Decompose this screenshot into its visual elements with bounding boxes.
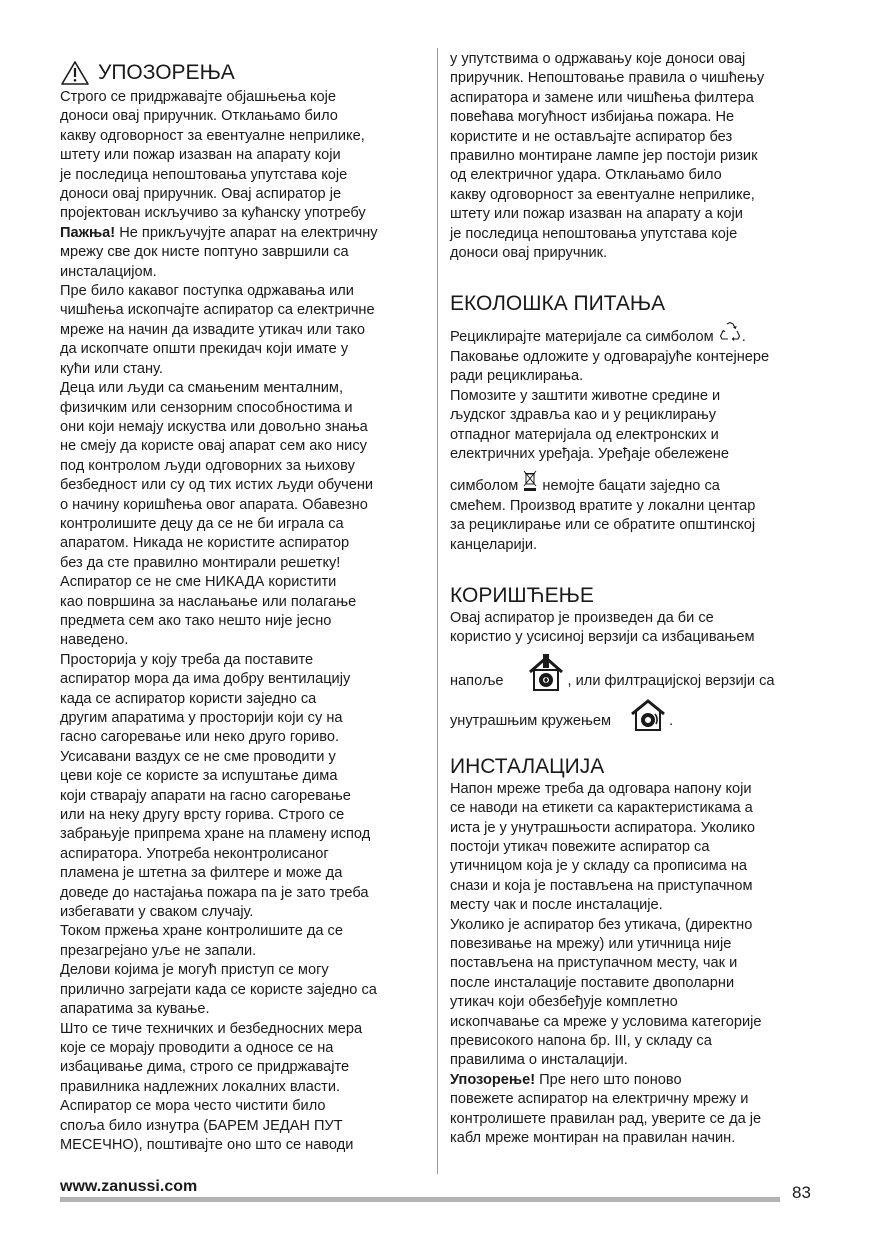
eco-heading: ЕКОЛОШКА ПИТАЊА	[450, 292, 666, 316]
text-line: наведено.	[60, 632, 129, 649]
attention-line	[60, 224, 426, 243]
text-line: ради рециклирања.	[450, 368, 584, 385]
eco-symbol-pre: симболом	[450, 478, 523, 495]
text-line: доноси овај приручник. Отклањамо било	[60, 108, 338, 125]
use-exhaust-line	[450, 652, 820, 692]
text-line: без да сте правилно монтирали решетку!	[60, 554, 341, 571]
eco-bin-line	[450, 470, 820, 496]
text-line: смећем. Производ вратите у локални центар	[450, 497, 756, 514]
eco-recycle-text: Рециклирајте материјале са симболом	[450, 329, 718, 346]
eco-symbol-post: немојте бацати заједно са	[538, 478, 720, 495]
right-column	[450, 50, 820, 1148]
column-divider	[437, 48, 438, 1174]
install-section	[450, 754, 820, 1149]
text-line: аспиратора. Употреба неконтролисаног	[60, 845, 329, 862]
text-line: доноси овај приручник.	[450, 245, 608, 262]
use-recirculation-line	[450, 698, 820, 732]
text-line: инсталацијом.	[60, 263, 157, 280]
text-line: Током пржења хране контролишите да се	[60, 923, 343, 940]
text-line: избацивање дима, строго се придржавајте	[60, 1059, 350, 1076]
text-line: које се морају проводити а односе се на	[60, 1039, 334, 1056]
text-line: Уколико је аспиратор без утикача, (директно	[450, 916, 753, 933]
use-text	[450, 609, 820, 732]
text-line: какву одговорност за евентуалне неприлике,	[60, 127, 365, 144]
text-line: Пре било какавог поступка одржавања или	[60, 283, 354, 300]
attention-text: Не прикључујте апарат на електричну	[115, 224, 378, 241]
text-line: презагрејано уље не запали.	[60, 942, 257, 959]
text-line: се наводи на етикети са карактеристикама а	[450, 800, 753, 817]
use-in-pre: унутрашњим кружењем	[450, 713, 612, 730]
text-line: не смеју да користе овај апарат сем ако нису	[60, 438, 367, 455]
crossed-bin-icon	[522, 470, 538, 492]
text-line: Паковање одложите у одговарајуће контејнере	[450, 348, 770, 365]
warning-continued-text	[450, 50, 820, 263]
text-line: физичким или сензорним способностима и	[60, 399, 353, 416]
install-heading: ИНСТАЛАЦИЈА	[450, 754, 605, 778]
install-warning-label: Упозорење!	[450, 1071, 536, 1088]
text-line: после инсталације поставите двополарни	[450, 974, 735, 991]
use-heading: КОРИШЋЕЊЕ	[450, 583, 594, 607]
warning-triangle-icon	[60, 60, 90, 86]
text-line: МЕСЕЧНО), поштивајте оно што се наводи	[60, 1136, 354, 1153]
recirculation-mode-icon	[629, 698, 667, 732]
text-line: користите и не остављајте аспиратор без	[450, 128, 733, 145]
text-line: кући или стану.	[60, 360, 163, 377]
text-line: контролишете правилан рад, уверите се да је	[450, 1110, 762, 1127]
text-line: пламена је штетна за филтере и може да	[60, 865, 343, 882]
text-line: мреже на начин да извадите утикач или тако	[60, 321, 366, 338]
page-number: 83	[792, 1183, 811, 1202]
text-line: споља било изнутра (БАРЕМ ЈЕДАН ПУТ	[60, 1117, 343, 1134]
text-line: превисокого напона бр. III, у складу са	[450, 1033, 712, 1050]
text-line: Просторија у коју треба да поставите	[60, 651, 314, 668]
text-line: Усисавани ваздух се не сме проводити у	[60, 748, 336, 765]
use-section	[450, 583, 820, 732]
text-line: кабл мреже монтиран на правилан начин.	[450, 1130, 736, 1147]
text-line: људског здравља као и у рециклирању	[450, 407, 717, 424]
text-line: под контролом људи одговорних за њихову	[60, 457, 355, 474]
text-line: контролишите децу да се не би играла са	[60, 515, 344, 532]
text-line: је последица непоштовања упутстава које	[60, 166, 348, 183]
text-line: они који немају искуства или довољно знања	[60, 418, 368, 435]
text-line: Деца или људи са смањеним менталним,	[60, 380, 344, 397]
warning-text	[60, 88, 426, 1155]
use-out-pre: напоље	[450, 673, 504, 690]
text-line: да ископчате општи прекидач који имате у	[60, 341, 349, 358]
text-line: је последица непоштовања упутстава које	[450, 225, 738, 242]
recycle-icon	[718, 321, 742, 343]
text-line: ископчавање са мреже у условима категорије	[450, 1013, 762, 1030]
text-line: када се аспиратор користи заједно са	[60, 690, 317, 707]
text-line: снази и која је постављена на приступачном	[450, 877, 753, 894]
exhaust-mode-icon	[526, 652, 566, 692]
footer-url[interactable]: www.zanussi.com	[60, 1178, 198, 1195]
text-line: избегавати у сваком случају.	[60, 904, 254, 921]
eco-text	[450, 321, 820, 554]
text-line: предмета сем ако тако нешто није јесно	[60, 612, 332, 629]
warning-title: УПОЗОРЕЊА	[98, 61, 235, 84]
text-line: штету или пожар изазван на апарату који	[60, 147, 341, 164]
text-line: правилника надлежних локалних власти.	[60, 1078, 341, 1095]
text-line: Што се тиче техничких и безбедносних мера	[60, 1020, 363, 1037]
text-line: апаратом. Никада не користите аспиратор	[60, 535, 350, 552]
text-line: приручник. Непоштовање правила о чишћењу	[450, 70, 765, 87]
text-line: Овај аспиратор је произведен да би се	[450, 609, 714, 626]
text-line: повећава могућност избијања пожара. Не	[450, 109, 735, 126]
text-line: повезивање на мрежу) или утичница није	[450, 936, 732, 952]
text-line: цеви које се користе за испуштање дима	[60, 768, 338, 785]
eco-recycle-line	[450, 321, 820, 347]
text-line: Делови којима је могућ приступ се могу	[60, 962, 329, 979]
text-line: апаратима за кување.	[60, 1001, 210, 1018]
install-text	[450, 780, 820, 1149]
text-line: или на неку другу врсту горива. Строго се	[60, 807, 345, 824]
text-line: другим апаратима у просторији који су на	[60, 710, 343, 726]
text-line: постоји утикач повежите аспиратор са	[450, 838, 710, 855]
text-line: чишћења ископчајте аспиратор са електричне	[60, 302, 375, 319]
text-line: штету или пожар изазван на апарату а који	[450, 206, 743, 223]
text-line: гасно сагоревање или неко друго гориво.	[60, 729, 339, 746]
text-line: месту чак и после инсталације.	[450, 897, 663, 914]
text-line: отпадног материјала од електронских и	[450, 426, 719, 443]
text-line: безбедност или су од тих истих људи обучени	[60, 477, 374, 494]
text-line: Строго се придржавајте објашњења које	[60, 89, 336, 105]
text-line: као површина за наслањање или полагање	[60, 593, 357, 610]
text-line: пројектован искључиво за кућанску употребу	[60, 205, 366, 222]
footer-bar	[60, 1197, 780, 1202]
left-column	[60, 50, 426, 1155]
text-line: мрежу све док нисте поптуно завршили са	[60, 244, 349, 261]
install-warning-line	[450, 1071, 820, 1090]
text-line: доведе до настајања пожара па је зато треба	[60, 884, 369, 901]
text-line: у упутствима о одржавању које доноси овај	[450, 51, 746, 67]
install-warning-text: Пре него што поново	[535, 1071, 682, 1088]
text-line: за рециклирање или се обратите општинској	[450, 517, 756, 534]
text-line: аспиратор мора да има добру вентилацију	[60, 671, 351, 688]
text-line: утикач који обезбеђује комплетно	[450, 994, 678, 1011]
text-line: правилно монтиране лампе јер постоји ризик	[450, 148, 758, 165]
text-line: о начину коришћења овог апарата. Обавезно	[60, 496, 368, 513]
text-line: постављена на приступачном месту, чак и	[450, 955, 738, 972]
text-line: аспиратора и замене или чишћења филтера	[450, 89, 754, 106]
text-line: правилима о инсталацији.	[450, 1052, 628, 1069]
text-line: иста је у унутрашњости аспиратора. Уколико	[450, 819, 755, 836]
text-line: од електричног удара. Отклањамо било	[450, 167, 722, 184]
attention-label: Пажња!	[60, 224, 116, 241]
eco-section	[450, 291, 820, 554]
use-in-post: .	[669, 713, 674, 730]
text-line: забрањује припрема хране на пламену испод	[60, 826, 371, 843]
warning-heading	[60, 60, 426, 86]
text-line: какву одговорност за евентуалне неприлике,	[450, 186, 755, 203]
text-line: Напон мреже треба да одговара напону који	[450, 780, 752, 797]
text-line: Аспиратор се не сме НИКАДА користити	[60, 574, 337, 591]
text-line: повежете аспиратор на електричну мрежу и	[450, 1091, 749, 1108]
text-line: прилично загрејати када се користе заједно са	[60, 981, 377, 998]
text-line: Помозите у заштити животне средине и	[450, 387, 721, 404]
text-line: канцеларији.	[450, 536, 538, 553]
text-line: електричних уређаја. Уређаје обележене	[450, 445, 729, 462]
text-line: утичницом која је у складу са прописима на	[450, 858, 748, 875]
eco-recycle-end: .	[741, 329, 746, 346]
text-line: доноси овај приручник. Овај аспиратор је	[60, 186, 342, 203]
text-line: користио у усисиној верзији са избацивањем	[450, 629, 755, 646]
text-line: који стварају апарати на гасно сагоревање	[60, 787, 351, 804]
use-out-post: , или филтрацијској верзији са	[567, 673, 775, 690]
text-line: Аспиратор се мора често чистити било	[60, 1098, 326, 1115]
